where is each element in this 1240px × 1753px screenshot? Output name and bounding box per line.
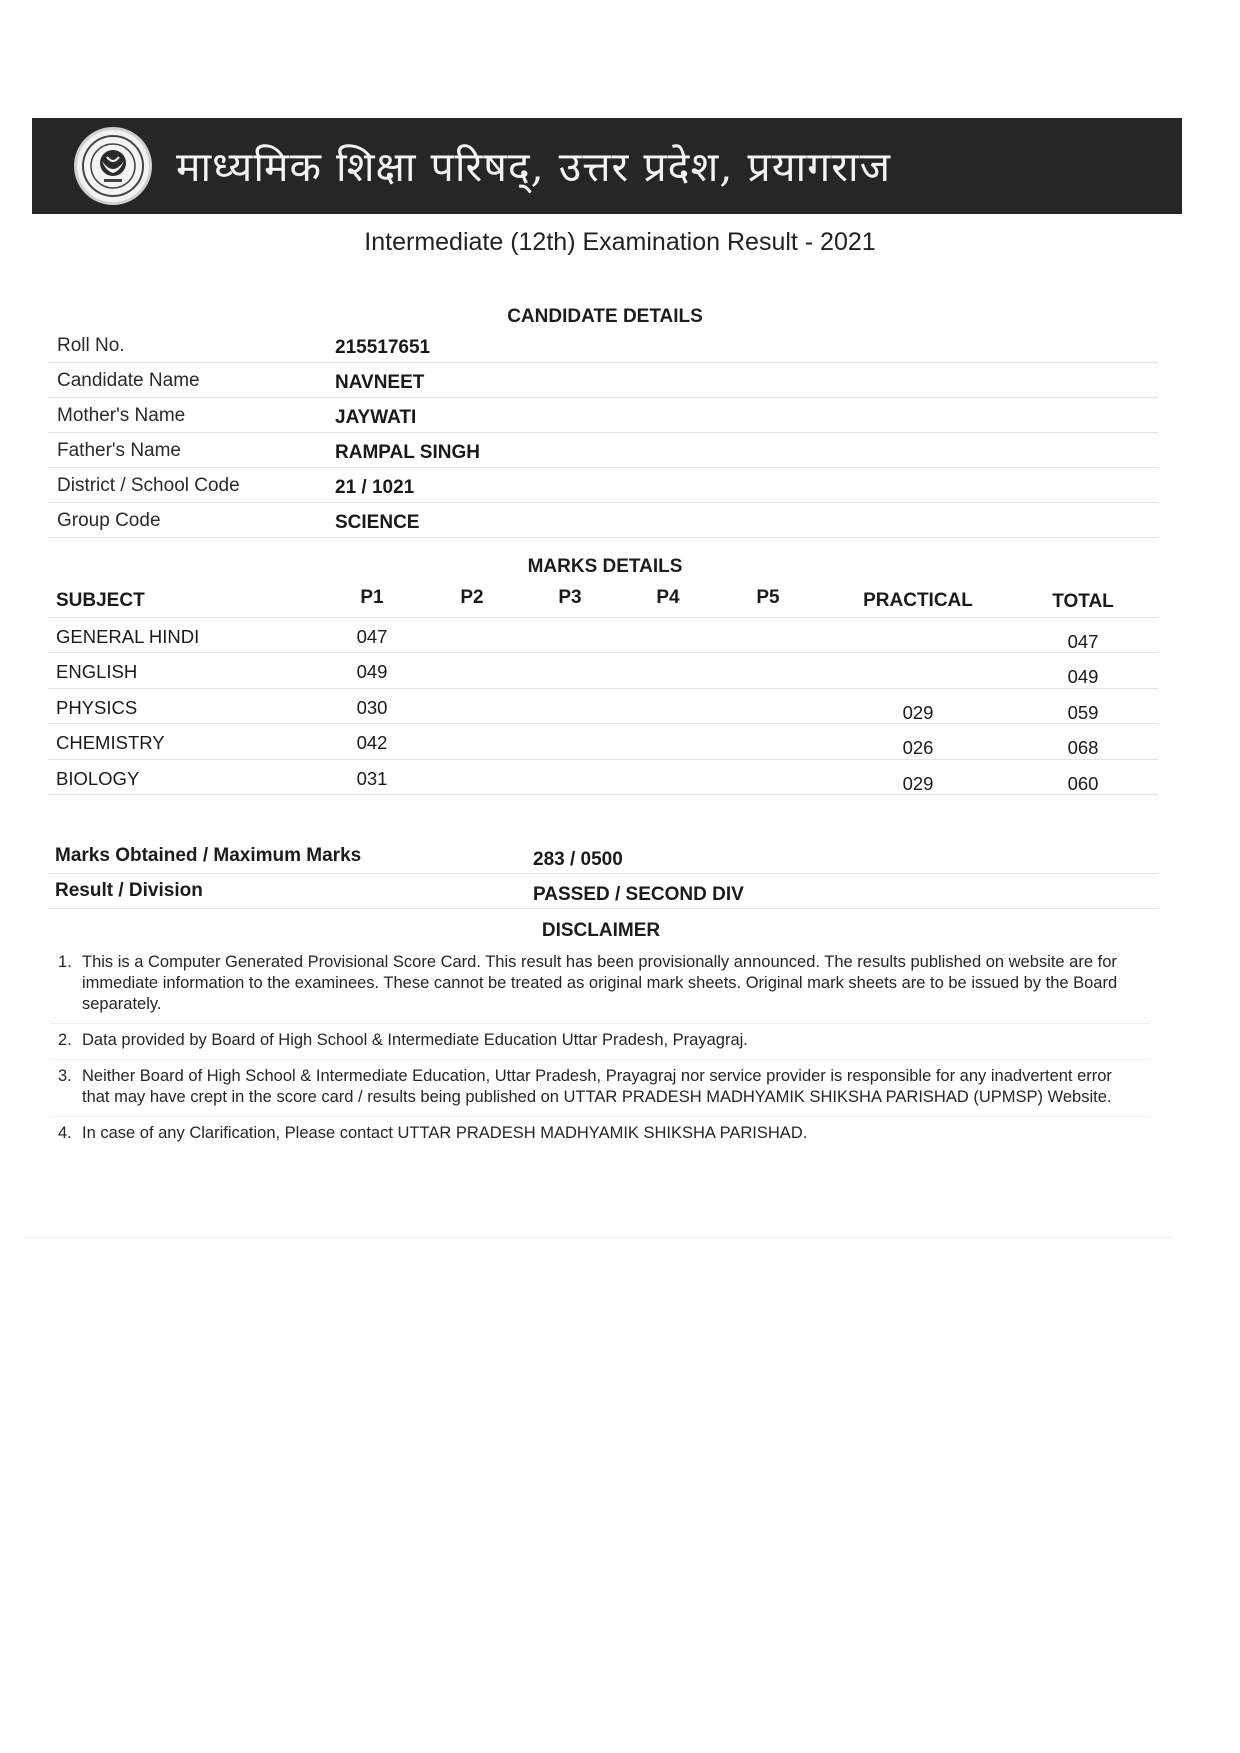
header-band [32, 118, 1182, 214]
subject-cell: PHYSICS [56, 696, 138, 718]
detail-label: Mother's Name [57, 405, 186, 426]
practical-cell: 029 [902, 772, 934, 794]
disclaimer-item [50, 1030, 1150, 1060]
detail-row-candidate-name [48, 364, 1158, 398]
detail-value: 215517651 [335, 337, 431, 358]
upmsp-seal-icon [74, 127, 152, 205]
disclaimer-text: Neither Board of High School & Intermediate Education, Uttar Pradesh, Prayagraj nor service provider is responsible for any inadvertent error that may have crept in the score card / results being published on UTTAR PRADESH MADHYAMIK SHIKSHA PARISHAD (UPMSP) Website. [82, 1067, 1112, 1106]
total-cell: 047 [1067, 630, 1099, 652]
disclaimer-item [50, 1066, 1150, 1117]
subject-cell: BIOLOGY [56, 767, 140, 789]
disclaimer-item [50, 1123, 1150, 1152]
board-title: माध्यमिक शिक्षा परिषद्, उत्तर प्रदेश, प्रयागराज [176, 143, 892, 191]
column-header: PRACTICAL [863, 590, 973, 611]
table-row [48, 760, 1158, 796]
disclaimer-text: In case of any Clarification, Please contact UTTAR PRADESH MADHYAMIK SHIKSHA PARISHAD. [82, 1124, 808, 1142]
detail-label: Father's Name [57, 440, 182, 461]
detail-value: JAYWATI [335, 407, 417, 428]
candidate-details-heading: CANDIDATE DETAILS [507, 306, 703, 327]
column-header: P1 [360, 587, 384, 608]
p1-cell: 031 [356, 767, 388, 789]
disclaimer-text: This is a Computer Generated Provisional Score Card. This result has been provisionally announced. The results published on website are for immediate information to the examinees. These cannot be treated as original mark sheets. Original mark sheets are to be issued by the Board separately. [82, 953, 1118, 1013]
detail-value: 21 / 1021 [335, 477, 415, 498]
disclaimer-list [50, 952, 1150, 1158]
detail-label: Roll No. [57, 335, 125, 356]
detail-value: NAVNEET [335, 372, 425, 393]
result-division-value: PASSED / SECOND DIV [533, 884, 744, 905]
page-divider [24, 1237, 1174, 1238]
disclaimer-item [50, 952, 1150, 1024]
table-row [48, 618, 1158, 654]
column-header: P2 [460, 587, 484, 608]
disclaimer-heading: DISCLAIMER [541, 920, 661, 941]
table-row [48, 653, 1158, 689]
p1-cell: 042 [356, 732, 388, 753]
detail-label: Candidate Name [57, 370, 200, 391]
p1-cell: 049 [356, 661, 388, 682]
result-division-label: Result / Division [55, 880, 203, 901]
marks-obtained-row [48, 839, 1158, 874]
detail-row-mother-name [48, 399, 1158, 433]
p1-cell: 047 [356, 625, 388, 647]
detail-value: RAMPAL SINGH [335, 442, 480, 463]
total-cell: 049 [1067, 666, 1099, 687]
column-header: TOTAL [1052, 591, 1114, 612]
detail-row-roll-no [48, 329, 1158, 363]
total-cell: 059 [1067, 701, 1099, 723]
column-header: P5 [756, 587, 780, 608]
subject-cell: ENGLISH [56, 661, 138, 682]
detail-row-father-name [48, 434, 1158, 468]
detail-label: Group Code [57, 510, 161, 531]
marks-details-heading: MARKS DETAILS [527, 556, 683, 577]
disclaimer-text: Data provided by Board of High School & Intermediate Education Uttar Pradesh, Prayagraj. [82, 1031, 748, 1049]
disclaimer-number: 4. [58, 1124, 72, 1142]
exam-title: Intermediate (12th) Examination Result - 2021 [364, 228, 876, 256]
detail-row-group-code [48, 504, 1158, 538]
detail-row-district-school-code [48, 469, 1158, 503]
marks-table-header [48, 582, 1158, 618]
column-header: P4 [656, 587, 680, 608]
marks-table [48, 582, 1158, 795]
disclaimer-number: 3. [58, 1067, 72, 1085]
total-cell: 060 [1067, 772, 1099, 794]
practical-cell: 026 [902, 737, 934, 758]
subject-cell: CHEMISTRY [56, 732, 165, 753]
result-division-row [48, 874, 1158, 909]
total-cell: 068 [1067, 737, 1099, 758]
marks-obtained-value: 283 / 0500 [533, 849, 623, 870]
p1-cell: 030 [356, 696, 388, 718]
marks-obtained-label: Marks Obtained / Maximum Marks [55, 845, 362, 866]
disclaimer-number: 1. [58, 953, 72, 971]
detail-value: SCIENCE [335, 512, 420, 533]
table-row [48, 689, 1158, 725]
practical-cell: 029 [902, 701, 934, 723]
column-header: SUBJECT [56, 590, 145, 611]
detail-label: District / School Code [57, 475, 240, 496]
disclaimer-number: 2. [58, 1031, 72, 1049]
column-header: P3 [558, 587, 582, 608]
table-row [48, 724, 1158, 760]
subject-cell: GENERAL HINDI [56, 625, 200, 647]
